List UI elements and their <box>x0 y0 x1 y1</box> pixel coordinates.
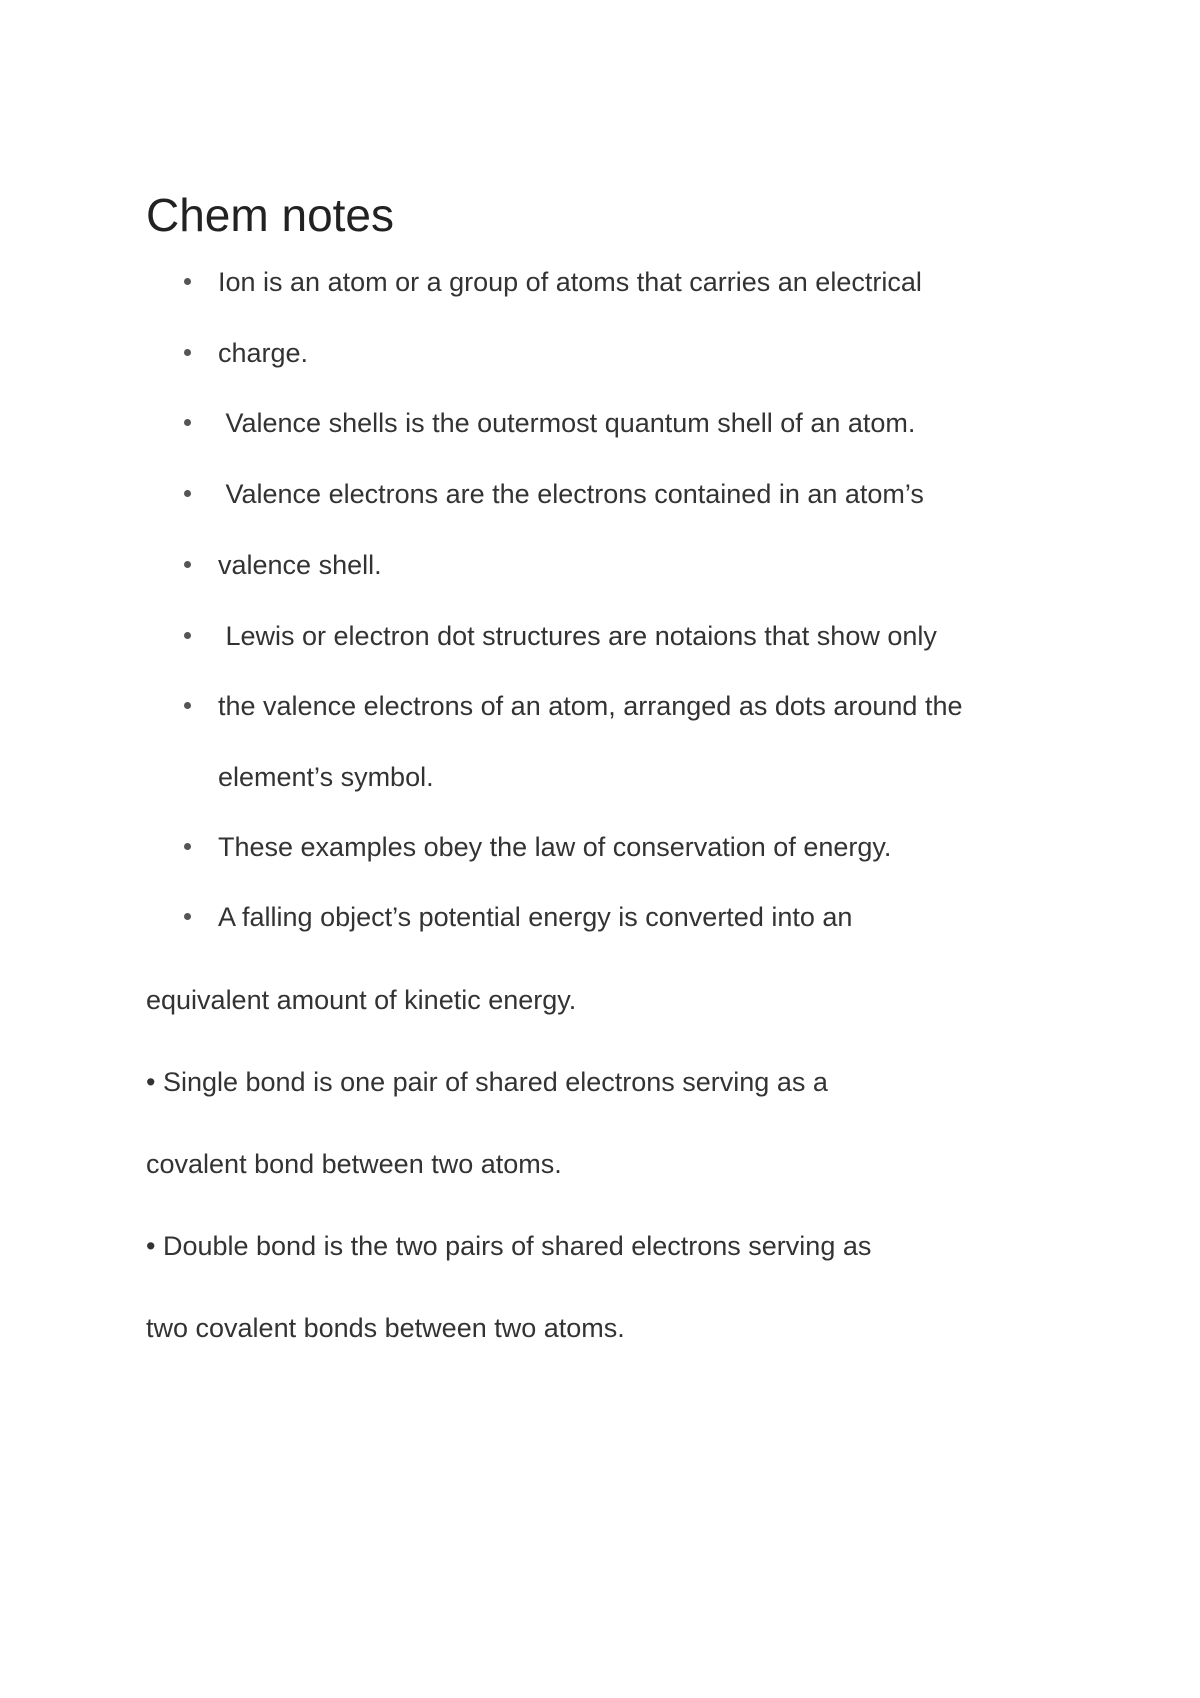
body-paragraph: two covalent bonds between two atoms. <box>146 1313 625 1343</box>
bullet-item <box>0 474 1200 514</box>
bullet-item <box>0 686 1200 726</box>
body-paragraph: covalent bond between two atoms. <box>146 1149 562 1179</box>
bullet-item <box>0 827 1200 867</box>
bullet-item <box>0 897 1200 937</box>
bullet-text: A falling object’s potential energy is converted into an <box>218 902 853 932</box>
bullet-dot-icon <box>184 349 191 356</box>
bullet-text: Valence electrons are the electrons contained in an atom’s <box>218 479 924 509</box>
bullet-text: Lewis or electron dot structures are notaions that show only <box>218 621 937 651</box>
bullet-dot-icon <box>184 843 191 850</box>
bullet-text: Ion is an atom or a group of atoms that carries an electrical <box>218 267 922 297</box>
bullet-text: Valence shells is the outermost quantum shell of an atom. <box>218 408 916 438</box>
bullet-dot-icon <box>184 632 191 639</box>
bullet-dot-icon <box>184 419 191 426</box>
bullet-item <box>0 262 1200 302</box>
bullet-text: charge. <box>218 338 309 368</box>
bullet-item <box>0 616 1200 656</box>
bullet-dot-icon <box>184 702 191 709</box>
bullet-dot-icon <box>184 561 191 568</box>
document-title: Chem notes <box>146 189 395 241</box>
bullet-text: the valence electrons of an atom, arranged as dots around the <box>218 691 963 721</box>
bullet-dot-icon <box>184 278 191 285</box>
bullet-dot-icon <box>184 490 191 497</box>
body-paragraph: • Double bond is the two pairs of shared electrons serving as <box>146 1231 872 1261</box>
bullet-dot-icon <box>184 913 191 920</box>
bullet-continuation-text: element’s symbol. <box>218 762 434 792</box>
body-paragraph: equivalent amount of kinetic energy. <box>146 985 577 1015</box>
bullet-item <box>0 333 1200 373</box>
bullet-item <box>0 545 1200 585</box>
bullet-text: valence shell. <box>218 550 382 580</box>
bullet-text: These examples obey the law of conservation of energy. <box>218 832 892 862</box>
body-paragraph: • Single bond is one pair of shared electrons serving as a <box>146 1067 828 1097</box>
bullet-item <box>0 403 1200 443</box>
